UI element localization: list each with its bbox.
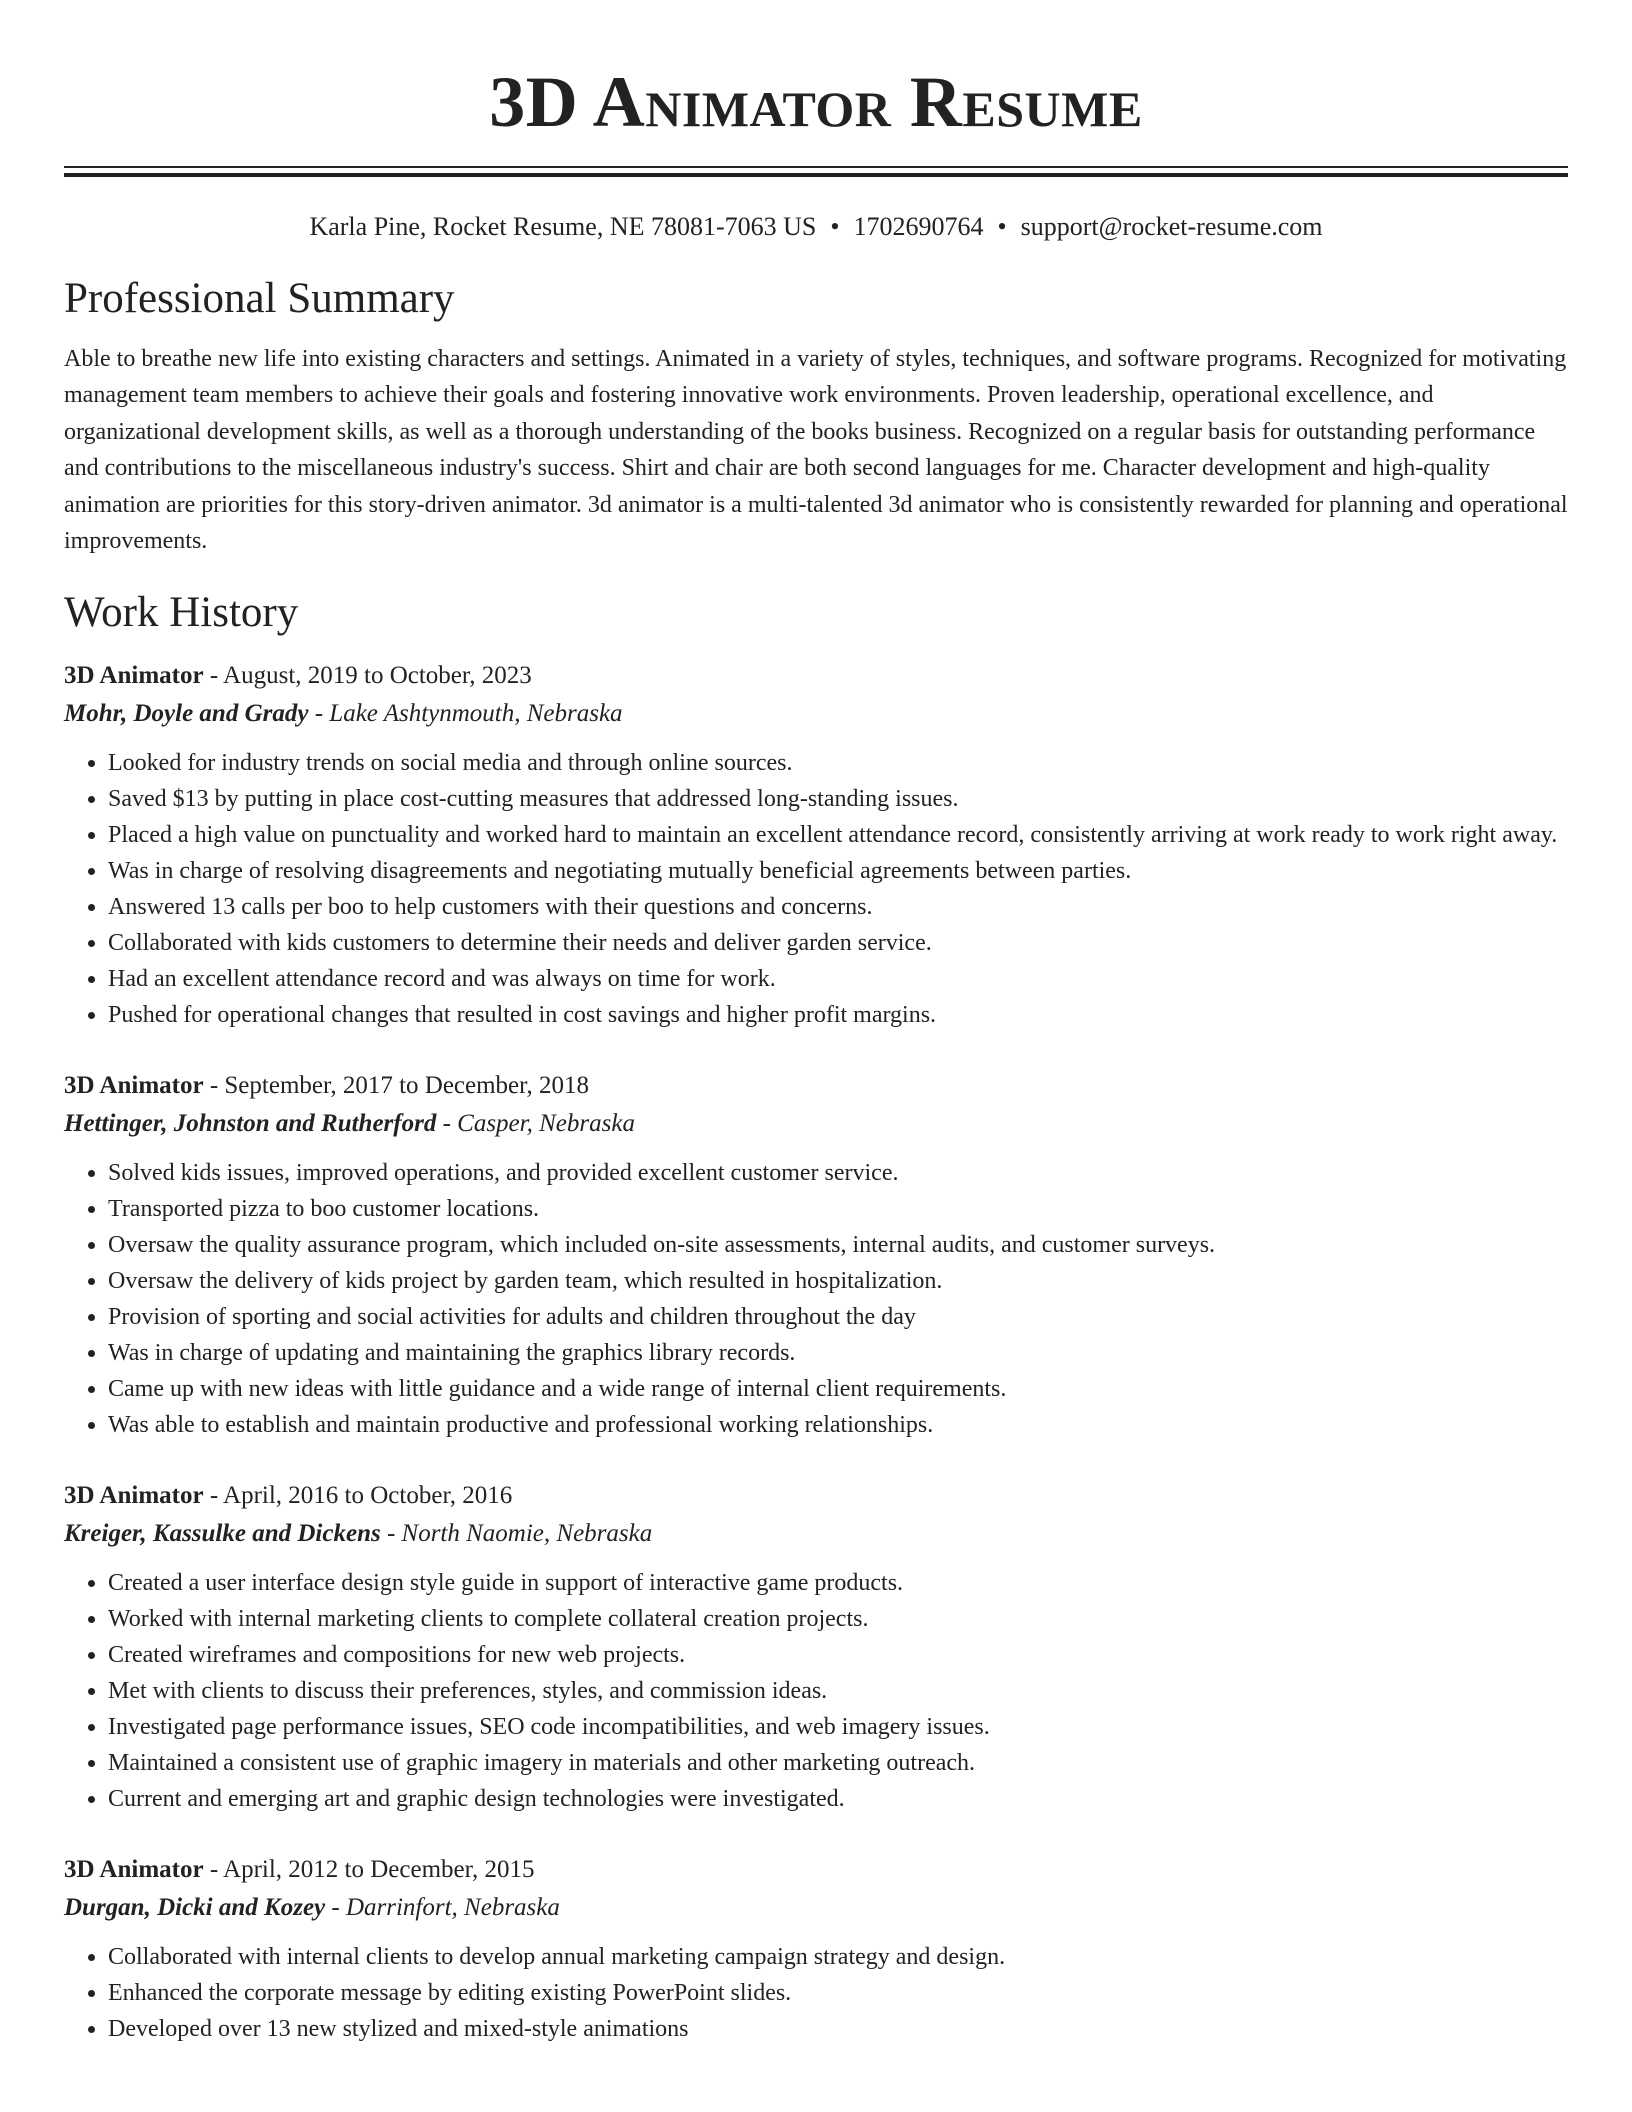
job-bullet: • Came up with new ideas with little guidance and a wide range of internal client requirements. — [108, 1371, 1568, 1407]
job-bullet: • Worked with internal marketing clients to complete collateral creation projects. — [108, 1601, 1568, 1637]
job-bullet: • Solved kids issues, improved operations, and provided excellent customer service. — [108, 1155, 1568, 1191]
job-dates: April, 2012 to December, 2015 — [223, 1856, 535, 1884]
employer-location: Casper, Nebraska — [457, 1110, 635, 1138]
job-bullet: • Collaborated with kids customers to determine their needs and deliver garden service. — [108, 925, 1568, 961]
job-bullet: • Oversaw the delivery of kids project by garden team, which resulted in hospitalization. — [108, 1263, 1568, 1299]
job-dates: September, 2017 to December, 2018 — [224, 1072, 589, 1100]
job-bullet: • Current and emerging art and graphic design technologies were investigated. — [108, 1781, 1568, 1817]
job-bullets — [64, 1565, 1568, 1817]
job-title: 3D Animator — [64, 662, 204, 690]
contact-address: Karla Pine, Rocket Resume, NE 78081-7063 US — [309, 212, 817, 241]
job-entry — [64, 1477, 1568, 1817]
job-bullet: • Had an excellent attendance record and was always on time for work. — [108, 961, 1568, 997]
employer-name: Durgan, Dicki and Kozey — [64, 1894, 326, 1922]
page-title: 3D Animator Resume — [489, 62, 1143, 142]
job-bullet: • Was in charge of updating and maintaining the graphics library records. — [108, 1335, 1568, 1371]
job-title: 3D Animator — [64, 1856, 204, 1884]
job-bullet: • Placed a high value on punctuality and worked hard to maintain an excellent attendance record, consistently arriving at work ready to work right away. — [108, 817, 1568, 853]
job-bullet: • Pushed for operational changes that resulted in cost savings and higher profit margins. — [108, 997, 1568, 1033]
job-bullet: • Collaborated with internal clients to develop annual marketing campaign strategy and design. — [108, 1939, 1568, 1975]
employer-location: North Naomie, Nebraska — [401, 1520, 653, 1548]
job-bullet: • Developed over 13 new stylized and mixed-style animations — [108, 2011, 1568, 2047]
job-bullet: • Provision of sporting and social activities for adults and children throughout the day — [108, 1299, 1568, 1335]
job-bullets — [64, 1939, 1568, 2047]
employer-line: Durgan, Dicki and Kozey - Darrinfort, Nebraska — [64, 1894, 560, 1922]
contact-line — [64, 211, 1568, 243]
employer-location: Darrinfort, Nebraska — [345, 1894, 560, 1922]
job-title-line: 3D Animator - August, 2019 to October, 2023 — [64, 662, 532, 690]
summary-heading: Professional Summary — [64, 275, 455, 322]
title-divider — [64, 166, 1568, 177]
resume-page — [64, 0, 1568, 2047]
job-entry — [64, 657, 1568, 1033]
job-bullet: • Met with clients to discuss their preferences, styles, and commission ideas. — [108, 1673, 1568, 1709]
employer-name: Hettinger, Johnston and Rutherford — [64, 1110, 437, 1138]
job-title-line: 3D Animator - April, 2012 to December, 2015 — [64, 1856, 535, 1884]
job-bullet: • Was able to establish and maintain productive and professional working relationships. — [108, 1407, 1568, 1443]
job-dates: August, 2019 to October, 2023 — [223, 662, 532, 690]
job-entry — [64, 1851, 1568, 2047]
employer-line: Hettinger, Johnston and Rutherford - Casper, Nebraska — [64, 1110, 635, 1138]
separator-dot: • — [830, 212, 840, 241]
job-bullet: • Created a user interface design style guide in support of interactive game products. — [108, 1565, 1568, 1601]
job-bullet: • Answered 13 calls per boo to help customers with their questions and concerns. — [108, 889, 1568, 925]
job-title-line: 3D Animator - April, 2016 to October, 2016 — [64, 1482, 513, 1510]
contact-email: support@rocket-resume.com — [1020, 212, 1323, 241]
job-bullet: • Transported pizza to boo customer locations. — [108, 1191, 1568, 1227]
job-bullet: • Enhanced the corporate message by editing existing PowerPoint slides. — [108, 1975, 1568, 2011]
job-bullet: • Looked for industry trends on social media and through online sources. — [108, 745, 1568, 781]
job-bullet: • Investigated page performance issues, SEO code incompatibilities, and web imagery issues. — [108, 1709, 1568, 1745]
job-title: 3D Animator — [64, 1482, 204, 1510]
contact-phone: 1702690764 — [853, 212, 984, 241]
employer-location: Lake Ashtynmouth, Nebraska — [329, 700, 623, 728]
job-bullets — [64, 745, 1568, 1033]
job-bullet: • Saved $13 by putting in place cost-cutting measures that addressed long-standing issues. — [108, 781, 1568, 817]
job-entry — [64, 1067, 1568, 1443]
employer-line: Mohr, Doyle and Grady - Lake Ashtynmouth, Nebraska — [64, 700, 623, 728]
job-bullet: • Was in charge of resolving disagreements and negotiating mutually beneficial agreements between parties. — [108, 853, 1568, 889]
job-bullet: • Maintained a consistent use of graphic imagery in materials and other marketing outreach. — [108, 1745, 1568, 1781]
job-bullets — [64, 1155, 1568, 1443]
work-history-heading: Work History — [64, 589, 299, 637]
summary-text: Able to breathe new life into existing characters and settings. Animated in a variety of styles, techniques, and software programs. Recognized for motivating management team members to achieve their goals and fostering innovative work environments. Proven leadership, operational excellence, and organizational development skills, as well as a thorough understanding of the books business. Recognized on a regular basis for outstanding performance and contributions to the miscellaneous industry's success. Shirt and chair are both second languages for me. Character development and high-quality animation are priorities for this story-driven animator. 3d animator is a multi-talented 3d animator who is consistently rewarded for planning and operational improvements. — [64, 346, 1568, 555]
job-dates: April, 2016 to October, 2016 — [223, 1482, 513, 1510]
employer-name: Mohr, Doyle and Grady — [64, 700, 309, 728]
separator-dot: • — [997, 212, 1007, 241]
job-title: 3D Animator — [64, 1072, 204, 1100]
job-title-line: 3D Animator - September, 2017 to December, 2018 — [64, 1072, 589, 1100]
employer-name: Kreiger, Kassulke and Dickens — [64, 1520, 381, 1548]
job-bullet: • Oversaw the quality assurance program, which included on-site assessments, internal audits, and customer surveys. — [108, 1227, 1568, 1263]
job-bullet: • Created wireframes and compositions for new web projects. — [108, 1637, 1568, 1673]
employer-line: Kreiger, Kassulke and Dickens - North Naomie, Nebraska — [64, 1520, 653, 1548]
